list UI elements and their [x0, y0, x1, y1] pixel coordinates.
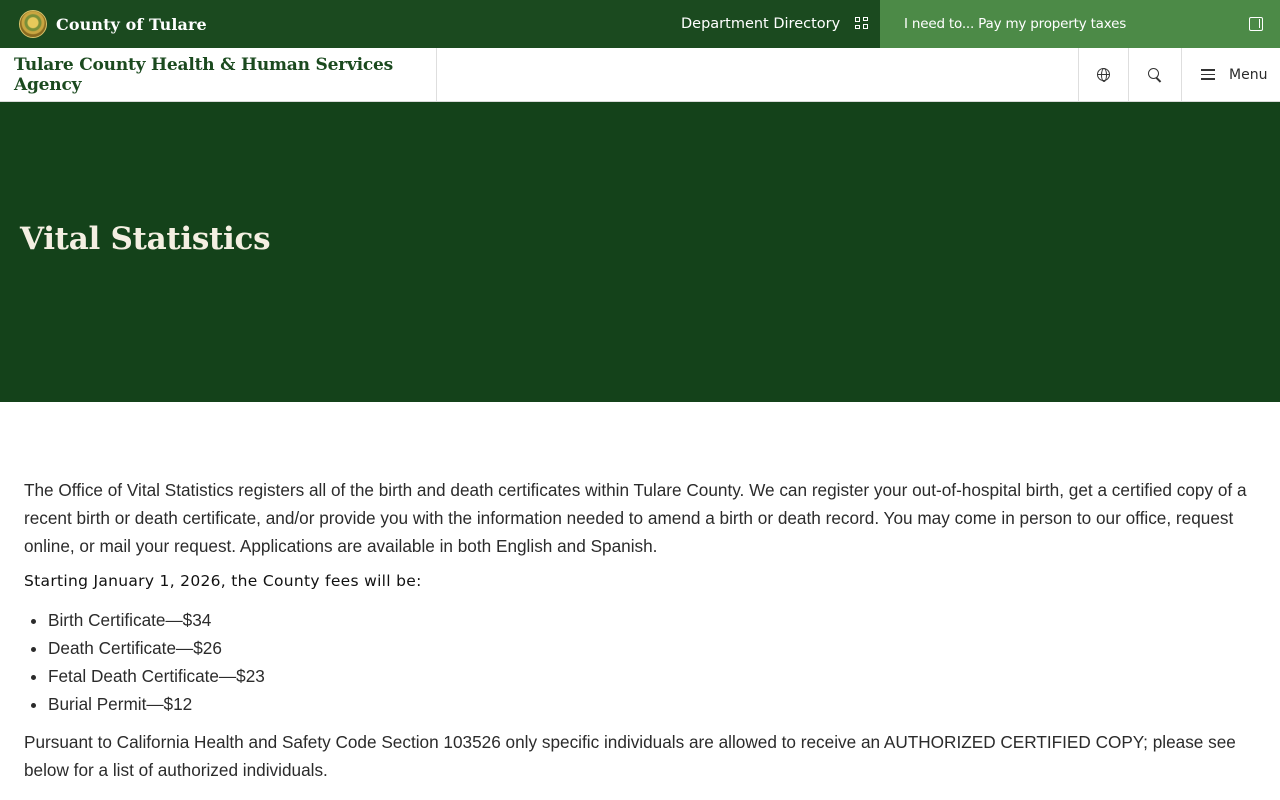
fee-list	[24, 606, 1256, 718]
globe-icon	[1097, 68, 1110, 81]
i-need-to-button[interactable]	[880, 0, 1280, 48]
menu-button[interactable]	[1181, 48, 1280, 101]
page-title: Vital Statistics	[20, 221, 271, 257]
search-button[interactable]	[1128, 48, 1181, 101]
list-item: • Burial Permit—$12	[48, 690, 1256, 718]
i-need-to-label: I need to... Pay my property taxes	[904, 16, 1127, 32]
hero-banner	[0, 102, 1280, 402]
authorization-paragraph: Pursuant to California Health and Safety Code Section 103526 only specific individuals are allowed to receive an AUTHORIZED CERTIFIED COPY; please see below for a list of authorized individuals.	[24, 732, 1236, 780]
grid-icon	[855, 17, 869, 31]
hamburger-menu-icon	[1201, 69, 1215, 80]
list-item: • Fetal Death Certificate—$23	[48, 662, 1256, 690]
list-item: • Birth Certificate—$34	[48, 606, 1256, 634]
intro-paragraph: The Office of Vital Statistics registers all of the birth and death certificates within Tulare County. We can register your out-of-hospital birth, get a certified copy of a recent birth or death certificate, and/or provide you with the information needed to amend a birth or death record. You may come in person to our office, request online, or mail your request. Applications are available in both English and Spanish.	[24, 480, 1247, 556]
language-button[interactable]	[1078, 48, 1128, 101]
agency-home-link[interactable]: Tulare County Health & Human Services Agency	[0, 48, 437, 101]
menu-label: Menu	[1229, 66, 1268, 83]
search-icon	[1148, 68, 1162, 82]
county-name: County of Tulare	[56, 14, 207, 34]
fees-intro: Starting January 1, 2026, the County fees will be:	[24, 572, 422, 590]
county-home-link[interactable]	[0, 0, 207, 48]
main-content	[24, 476, 1256, 784]
list-item: • Death Certificate—$26	[48, 634, 1256, 662]
county-seal-icon	[19, 10, 47, 38]
agency-header	[0, 48, 1280, 102]
department-directory-label: Department Directory	[681, 16, 841, 32]
county-top-bar	[0, 0, 1280, 48]
department-directory-button[interactable]	[667, 0, 880, 48]
sidebar-panel-icon	[1249, 17, 1263, 31]
